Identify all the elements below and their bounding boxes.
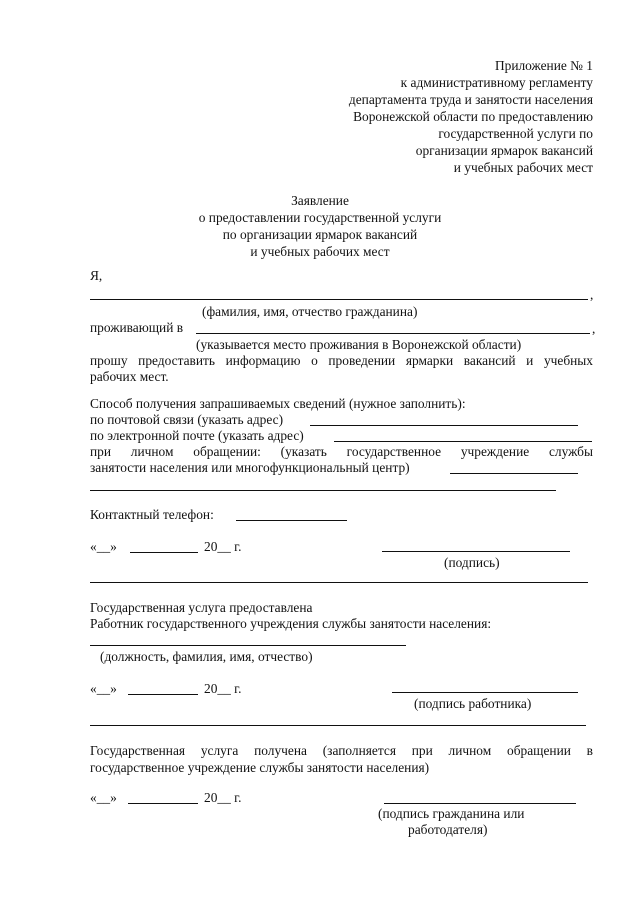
delivery-email-label: по электронной почте (указать адрес) [90, 428, 304, 443]
appendix-line: и учебных рабочих мест [453, 160, 593, 175]
date-year: 20__ г. [204, 790, 242, 805]
title-line: о предоставлении государственной услуги [198, 210, 442, 225]
date-day: «__» [90, 681, 117, 696]
section-separator [90, 725, 586, 726]
signature-fill-line[interactable] [382, 551, 570, 552]
contact-phone-fill-line[interactable] [236, 520, 347, 521]
position-hint: (должность, фамилия, имя, отчество) [100, 649, 313, 664]
date-day: «__» [90, 790, 117, 805]
provided-line: Государственная услуга предоставлена [90, 600, 313, 615]
citizen-signature-fill-line[interactable] [384, 803, 576, 804]
provided-worker-line: Работник государственного учреждения службы занятости населения: [90, 616, 492, 631]
worker-signature-fill-line[interactable] [392, 692, 578, 693]
appendix-line: государственной услуги по [438, 126, 593, 141]
date-month-fill-line[interactable] [128, 803, 198, 804]
title-line: Заявление [291, 193, 349, 208]
post-address-fill-line[interactable] [310, 425, 578, 426]
worker-signature-hint: (подпись работника) [414, 696, 532, 711]
received-line: государственное учреждение службы занятости населения) [90, 760, 430, 775]
signature-hint: (подпись) [444, 555, 500, 570]
request-text: рабочих мест. [90, 369, 169, 384]
worker-position-fill-line[interactable] [90, 645, 406, 646]
date-day: «__» [90, 539, 117, 554]
residence-hint: (указывается место проживания в Воронежской области) [196, 337, 522, 352]
title-line: и учебных рабочих мест [250, 244, 390, 259]
delivery-post-label: по почтовой связи (указать адрес) [90, 412, 284, 427]
residence-fill-line[interactable] [196, 333, 590, 334]
request-text: прошу предоставить информацию о проведении ярмарки вакансий и учебных [90, 353, 593, 368]
comma: , [592, 321, 596, 336]
appendix-line: организации ярмарок вакансий [415, 143, 593, 158]
name-hint: (фамилия, имя, отчество гражданина) [202, 304, 418, 319]
citizen-signature-hint: (подпись гражданина или [378, 806, 525, 821]
citizen-signature-hint: работодателя) [408, 822, 488, 837]
appendix-number: Приложение № 1 [494, 58, 593, 73]
residing-label: проживающий в [90, 320, 184, 335]
appendix-line: Воронежской области по предоставлению [353, 109, 593, 124]
applicant-ya: Я, [90, 268, 103, 283]
delivery-personal-label: при личном обращении: (указать государственное учреждение службы [90, 444, 593, 459]
center-fill-line-2[interactable] [90, 490, 556, 491]
date-year: 20__ г. [204, 539, 242, 554]
center-fill-line[interactable] [450, 473, 578, 474]
date-month-fill-line[interactable] [130, 552, 198, 553]
appendix-line: департамента труда и занятости населения [348, 92, 593, 107]
name-fill-line[interactable] [90, 299, 588, 300]
date-year: 20__ г. [204, 681, 242, 696]
delivery-personal-label: занятости населения или многофункциональный центр) [90, 460, 410, 475]
delivery-heading: Способ получения запрашиваемых сведений (нужное заполнить): [90, 396, 466, 411]
email-address-fill-line[interactable] [334, 441, 592, 442]
appendix-line: к административному регламенту [400, 75, 593, 90]
comma: , [590, 287, 594, 302]
title-line: по организации ярмарок вакансий [222, 227, 418, 242]
date-month-fill-line[interactable] [128, 694, 198, 695]
section-separator [90, 582, 588, 583]
contact-phone-label: Контактный телефон: [90, 507, 214, 522]
received-line: Государственная услуга получена (заполняется при личном обращении в [90, 743, 593, 758]
